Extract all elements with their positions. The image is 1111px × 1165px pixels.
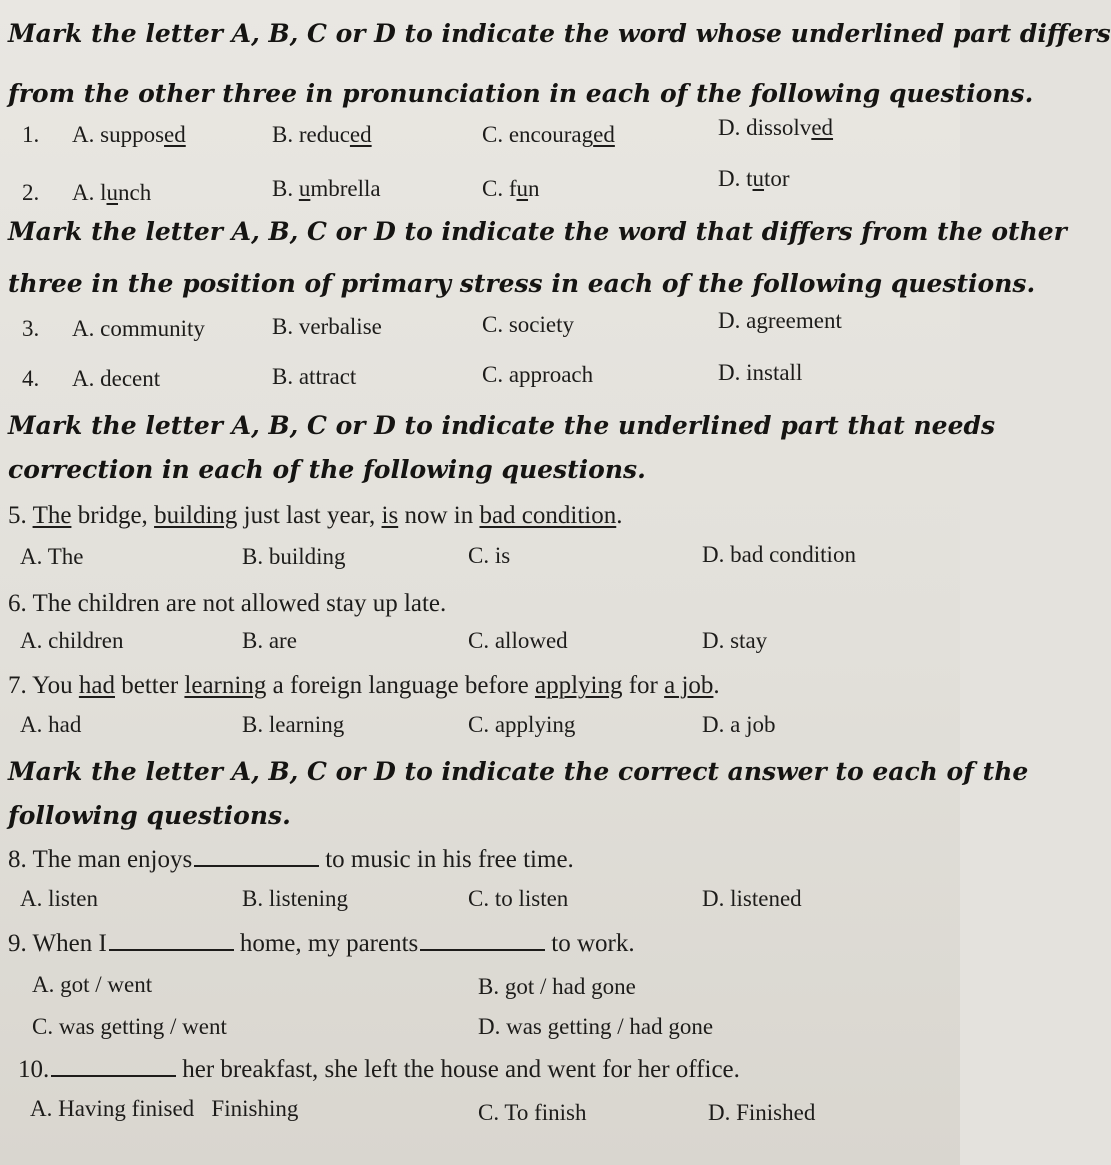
- q9-option-c: C. was getting / went: [32, 1014, 227, 1039]
- q6-option-c: C. allowed: [468, 628, 568, 653]
- q4-option-b: B. attract: [272, 364, 357, 389]
- q7-option-d: D. a job: [702, 712, 776, 737]
- q4-number: 4.: [22, 366, 40, 391]
- section3-instruction-line1: Mark the letter A, B, C or D to indicate the underlined part that needs: [8, 411, 996, 440]
- q1-option-c: C. encouraged: [482, 122, 615, 147]
- q7-option-a: A. had: [20, 712, 82, 737]
- section1-instruction-line2: from the other three in pronunciation in each of the following questions.: [8, 79, 1034, 108]
- q2-option-d: D. tutor: [718, 166, 790, 191]
- q3-option-d: D. agreement: [718, 308, 842, 333]
- section4-instruction-line1: Mark the letter A, B, C or D to indicate the correct answer to each of the: [8, 757, 1029, 786]
- q9-sentence: 9. When I home, my parents to work.: [8, 930, 635, 957]
- q3-option-a: A. community: [72, 316, 205, 341]
- q7-sentence: 7. You had better learning a foreign language before applying for a job.: [8, 672, 720, 699]
- q10-blank: [51, 1057, 176, 1077]
- q5-sentence: 5. The bridge, building just last year, is now in bad condition.: [8, 502, 623, 529]
- q1-option-a: A. supposed: [72, 122, 186, 147]
- q1-option-d: D. dissolved: [718, 115, 834, 140]
- q6-option-d: D. stay: [702, 628, 768, 653]
- q9-blank-2: [420, 931, 545, 951]
- q2-number: 2.: [22, 180, 40, 205]
- q8-option-d: D. listened: [702, 886, 802, 911]
- q9-blank-1: [109, 931, 234, 951]
- section3-instruction-line2: correction in each of the following questions.: [8, 455, 646, 484]
- q1-number: 1.: [22, 122, 40, 147]
- q3-number: 3.: [22, 316, 40, 341]
- section2-instruction-line1: Mark the letter A, B, C or D to indicate the word that differs from the other: [8, 217, 1067, 246]
- q5-option-d: D. bad condition: [702, 542, 856, 567]
- q9-option-a: A. got / went: [32, 972, 153, 997]
- q2-option-a: A. lunch: [72, 180, 152, 205]
- q8-option-c: C. to listen: [468, 886, 569, 911]
- q4-option-c: C. approach: [482, 362, 594, 387]
- q6-sentence: 6. The children are not allowed stay up late.: [8, 590, 447, 617]
- q1-option-b: B. reduced: [272, 122, 372, 147]
- q9-option-d: D. was getting / had gone: [478, 1014, 714, 1039]
- section4-instruction-line2: following questions.: [8, 801, 291, 830]
- q5-option-a: A. The: [20, 544, 84, 569]
- q5-option-b: B. building: [242, 544, 346, 569]
- q5-option-c: C. is: [468, 543, 511, 568]
- q8-option-b: B. listening: [242, 886, 349, 911]
- q10-sentence: 10. her breakfast, she left the house and went for her office.: [18, 1056, 740, 1083]
- q10-option-a: A. Having finised Finishing: [30, 1096, 299, 1121]
- q2-option-b: B. umbrella: [272, 176, 381, 201]
- q4-option-a: A. decent: [72, 366, 161, 391]
- q7-option-c: C. applying: [468, 712, 576, 737]
- q9-option-b: B. got / had gone: [478, 974, 636, 999]
- q3-option-c: C. society: [482, 312, 574, 337]
- q10-option-c: C. To finish: [478, 1100, 587, 1125]
- q8-blank: [194, 847, 319, 867]
- q8-sentence: 8. The man enjoys to music in his free time.: [8, 846, 574, 873]
- q10-option-d: D. Finished: [708, 1100, 816, 1125]
- q6-option-a: A. children: [20, 628, 124, 653]
- q8-option-a: A. listen: [20, 886, 98, 911]
- section2-instruction-line2: three in the position of primary stress in each of the following questions.: [8, 269, 1036, 298]
- q6-option-b: B. are: [242, 628, 297, 653]
- q3-option-b: B. verbalise: [272, 314, 382, 339]
- q7-option-b: B. learning: [242, 712, 345, 737]
- q2-option-c: C. fun: [482, 176, 540, 201]
- section1-instruction-line1: Mark the letter A, B, C or D to indicate the word whose underlined part differs: [8, 19, 1111, 48]
- q4-option-d: D. install: [718, 360, 803, 385]
